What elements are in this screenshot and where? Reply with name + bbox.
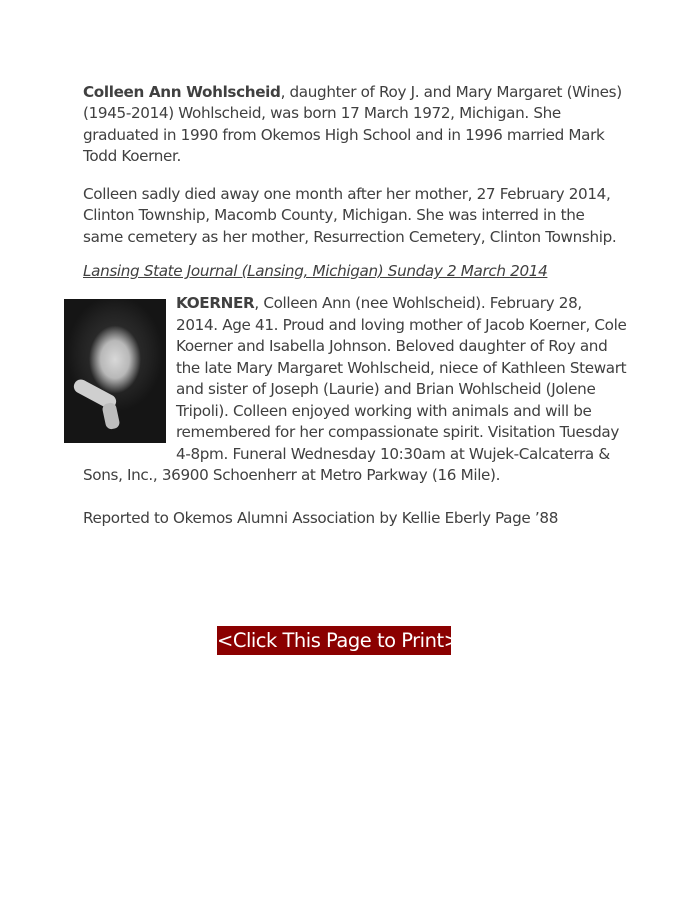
obituary-text: , Colleen Ann (nee Wohlscheid). February 28, 2014. Age 41. Proud and loving mother of Jacob Koerner, Cole Koerner and Isabella Johnson. Beloved daughter of Roy and the late Mary Margaret Wohlscheid, niece of Kathleen Stewart and sister of Joseph (Laurie) and Brian Wohlscheid (Jolene Tripoli). Colleen enjoyed working with animals and will be remembered for her compassionate spirit. Visitation Tuesday 4-8pm. Funeral Wednesday 10:30am at Wujek-Calcaterra & Sons, Inc., 36900 Schoenherr at Metro Parkway (16 Mile).: [83, 294, 627, 484]
print-page-button[interactable]: <Click This Page to Print>: [217, 626, 451, 655]
photo-wrist-shape: [101, 402, 120, 430]
obituary-block: [83, 293, 628, 487]
intro-text: , daughter of Roy J. and Mary Margaret (Wines) (1945-2014) Wohlscheid, was born 17 March 1972, Michigan. She graduated in 1990 from Okemos High School and in 1996 married Mark Todd Koerner.: [83, 83, 622, 165]
portrait-photo: [64, 299, 166, 443]
reported-by: Reported to Okemos Alumni Association by Kellie Eberly Page ’88: [83, 509, 559, 527]
source-citation: Lansing State Journal (Lansing, Michigan) Sunday 2 March 2014: [83, 262, 548, 280]
person-name: Colleen Ann Wohlscheid: [83, 83, 281, 101]
intro-paragraph: [83, 82, 628, 167]
death-paragraph: Colleen sadly died away one month after her mother, 27 February 2014, Clinton Township, Macomb County, Michigan. She was interred in the same cemetery as her mother, Resurrection Cemetery, Clinton Township.: [83, 185, 617, 246]
obituary-surname: KOERNER: [176, 294, 255, 312]
